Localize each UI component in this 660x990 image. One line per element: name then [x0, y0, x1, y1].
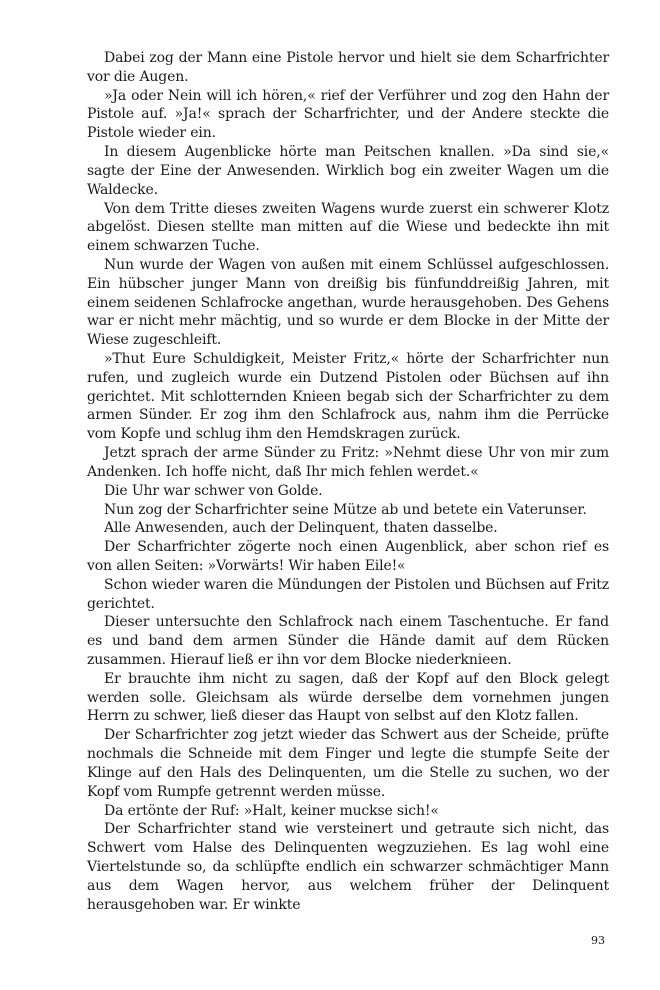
page-number: 93 [591, 934, 605, 947]
paragraph: In diesem Augenblicke hörte man Peitschen knallen. »Da sind sie,« sagte der Eine der Anwesenden. Wirklich bog ein zweiter Wagen um die Waldecke. [87, 144, 609, 198]
paragraph: Dabei zog der Mann eine Pistole hervor und hielt sie dem Scharfrichter vor die Augen. [87, 50, 609, 85]
paragraph: Die Uhr war schwer von Golde. [104, 482, 323, 499]
paragraph: Der Scharfrichter zögerte noch einen Augenblick, aber schon rief es von allen Seiten: »Vorwärts! Wir haben Eile!« [87, 539, 609, 574]
paragraph: Alle Anwesenden, auch der Delinquent, thaten dasselbe. [104, 520, 498, 537]
paragraph: »Thut Eure Schuldigkeit, Meister Fritz,« hörte der Scharfrichter nun rufen, und zugleich wurde ein Dutzend Pistolen oder Büchsen auf ihn gerichtet. Mit schlotternden Knieen begab sich der Scharfrichter zu dem armen Sünder. Er zog ihm den Schlafrock aus, nahm ihm die Perrücke vom Kopfe und schlug ihm den Hemdskragen zurück. [87, 351, 609, 443]
paragraph: Jetzt sprach der arme Sünder zu Fritz: »Nehmt diese Uhr von mir zum Andenken. Ich hoffe nicht, daß Ihr mich fehlen werdet.« [87, 445, 609, 480]
paragraph: Dieser untersuchte den Schlafrock nach einem Taschentuche. Er fand es und band dem armen Sünder die Hände damit auf dem Rücken zusammen. Hierauf ließ er ihn vor dem Blocke niederknieen. [87, 614, 609, 668]
paragraph: Nun zog der Scharfrichter seine Mütze ab und betete ein Vaterunser. [104, 501, 587, 518]
paragraph: Von dem Tritte dieses zweiten Wagens wurde zuerst ein schwerer Klotz abgelöst. Diesen stellte man mitten auf die Wiese und bedeckte ihn mit einem schwarzen Tuche. [87, 200, 609, 255]
paragraph: »Ja oder Nein will ich hören,« rief der Verführer und zog den Hahn der Pistole auf. »Ja!« sprach der Scharfrichter, und der Andere steckte die Pistole wieder ein. [87, 87, 609, 142]
paragraph: Schon wieder waren die Mündungen der Pistolen und Büchsen auf Fritz gerichtet. [87, 576, 609, 612]
paragraph: Da ertönte der Ruf: »Halt, keiner muckse sich!« [104, 802, 439, 819]
paragraph: Er brauchte ihm nicht zu sagen, daß der Kopf auf den Block gelegt werden solle. Gleichsam als würde derselbe dem vornehmen jungen Herrn zu schwer, ließ dieser das Haupt von selbst auf den Klotz fallen. [87, 670, 609, 725]
paragraph: Nun wurde der Wagen von außen mit einem Schlüssel aufgeschlossen. Ein hübscher junger Mann von dreißig bis fünfunddreißig Jahren, mit einem seidenen Schlafrocke angethan, wurde herausgehoben. Des Gehens war er nicht mehr mächtig, und so wurde er dem Blocke in der Mitte der Wiese zugeschleift. [87, 256, 609, 349]
paragraph: Der Scharfrichter stand wie versteinert und getraute sich nicht, das Schwert vom Halse des Delinquenten wegzuziehen. Es lag wohl eine Viertelstunde so, da schlüpfte endlich ein schwarzer schmächtiger Mann aus dem Wagen hervor, aus welchem früher der Delinquent herausgehoben war. Er winkte [87, 821, 609, 913]
paragraph: Der Scharfrichter zog jetzt wieder das Schwert aus der Scheide, prüfte nochmals die Schneide mit dem Finger und legte die stumpfe Seite der Klinge auf den Hals des Delinquenten, um die Stelle zu suchen, wo der Kopf vom Rumpfe getrennt werden müsse. [87, 727, 609, 800]
page-body [87, 49, 609, 914]
